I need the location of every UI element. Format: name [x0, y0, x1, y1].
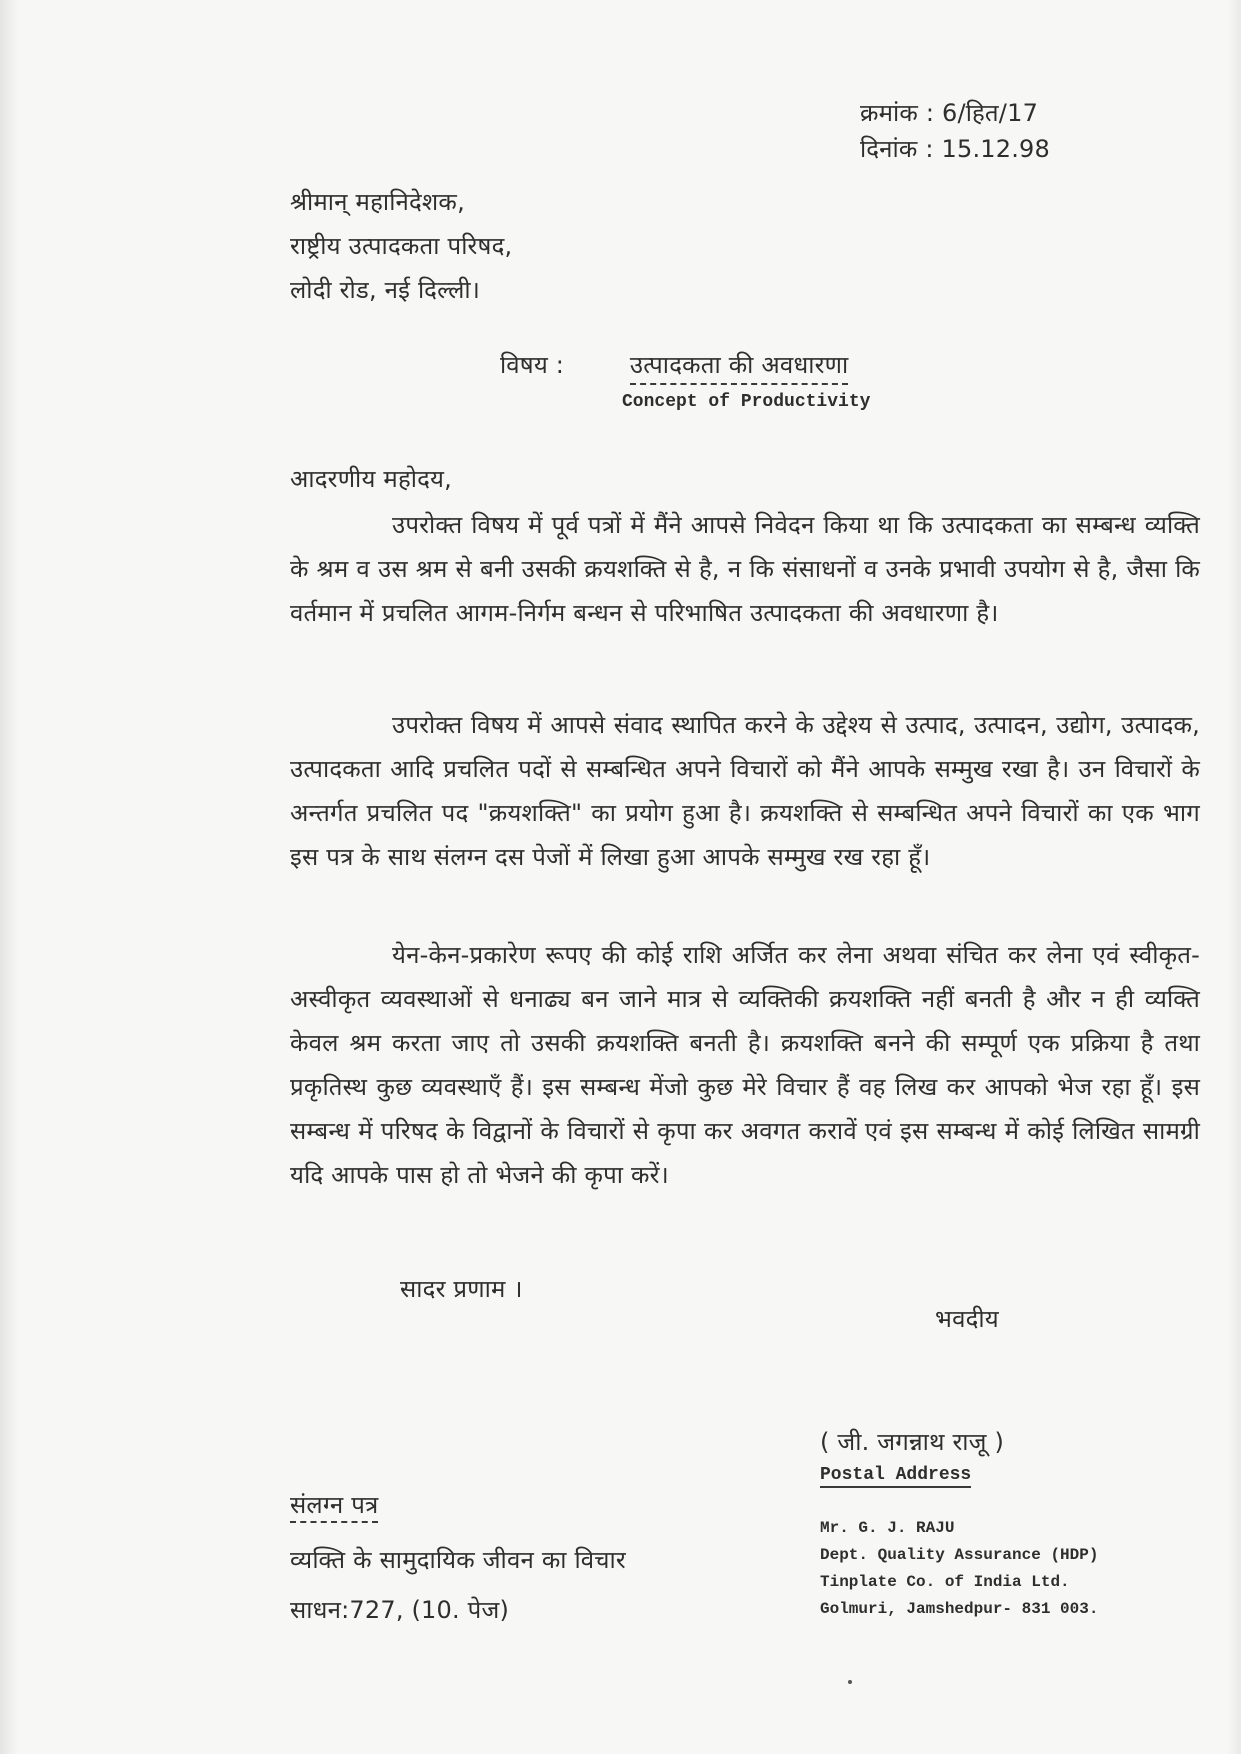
recipient-line-3: लोदी रोड, नई दिल्ली। — [290, 276, 481, 304]
salutation: आदरणीय महोदय, — [290, 465, 453, 493]
enclosure-title — [290, 1488, 378, 1521]
postal-address — [820, 1515, 1098, 1623]
postal-address-heading — [820, 1465, 971, 1485]
paper-speck — [848, 1680, 852, 1684]
recipient-line-2: राष्ट्रीय उत्पादकता परिषद, — [290, 232, 513, 260]
body-paragraph-3-text: येन-केन-प्रकारेण रूपए की कोई राशि अर्जित कर लेना अथवा संचित कर लेना एवं स्वीकृत-अस्वीकृत व्यवस्थाओं से धनाढ्य बन जाने मात्र से व्यक्तिकी क्रयशक्ति नहीं बनती है और न ही व्यक्ति केवल श्रम करता जाए तो उसकी क्रयशक्ति बनती है। क्रयशक्ति बनने की सम्पूर्ण एक प्रक्रिया है तथा प्रकृतिस्थ कुछ व्यवस्थाएँ हैं। इस सम्बन्ध मेंजो कुछ मेरे विचार हैं वह लिख कर आपको भेज रहा हूँ। इस सम्बन्ध में परिषद के विद्वानों के विचारों से कृपा कर अवगत करावें एवं इस सम्बन्ध में कोई लिखित सामग्री यदि आपके पास हो तो भेजने की कृपा करें। — [290, 941, 1200, 1189]
postal-address-line-3: Tinplate Co. of India Ltd. — [820, 1573, 1070, 1591]
reference-date-label: दिनांक — [860, 135, 918, 163]
subject-hindi: उत्पादकता की अवधारणा — [630, 348, 849, 385]
reference-number-row — [860, 95, 1050, 131]
subject-line — [500, 348, 848, 385]
signoff: भवदीय — [935, 1305, 999, 1333]
postal-address-line-4: Golmuri, Jamshedpur- 831 003. — [820, 1600, 1099, 1618]
reference-number-value: 6/हित/17 — [942, 99, 1039, 127]
postal-address-line-2: Dept. Quality Assurance (HDP) — [820, 1546, 1099, 1564]
page-edge-shadow-left — [0, 0, 18, 1754]
recipient-address — [290, 180, 512, 312]
postal-address-line-1: Mr. G. J. RAJU — [820, 1519, 955, 1537]
subject-english: Concept of Productivity — [622, 392, 871, 412]
enclosure-line-1: व्यक्ति के सामुदायिक जीवन का विचार — [290, 1546, 626, 1574]
page-edge-shadow-right — [1227, 0, 1241, 1754]
postal-address-heading-text: Postal Address — [820, 1465, 971, 1488]
body-paragraph-3 — [290, 933, 1200, 1197]
body-paragraph-2 — [290, 703, 1200, 879]
reference-number-label: क्रमांक — [860, 99, 919, 127]
subject-label: विषय : — [500, 351, 565, 379]
body-paragraph-1-text: उपरोक्त विषय में पूर्व पत्रों में मैंने आपसे निवेदन किया था कि उत्पादकता का सम्बन्ध व्यक्ति के श्रम व उस श्रम से बनी उसकी क्रयशक्ति से है, न कि संसाधनों व उनके प्रभावी उपयोग से है, जैसा कि वर्तमान में प्रचलित आगम-निर्गम बन्धन से परिभाषित उत्पादकता की अवधारणा है। — [290, 511, 1200, 627]
reference-block — [860, 95, 1050, 167]
reference-date-row — [860, 131, 1050, 167]
enclosure-line-2: साधन:727, (10. पेज) — [290, 1596, 510, 1624]
closing-greeting: सादर प्रणाम । — [400, 1275, 523, 1303]
enclosure-details — [290, 1535, 626, 1635]
signature-name-hindi: ( जी. जगन्नाथ राजू ) — [820, 1428, 1005, 1456]
recipient-line-1: श्रीमान् महानिदेशक, — [290, 188, 465, 216]
reference-date-separator: : — [925, 135, 942, 163]
enclosure-title-text: संलग्न पत्र — [290, 1491, 378, 1523]
body-paragraph-1 — [290, 503, 1200, 635]
reference-date-value: 15.12.98 — [941, 135, 1050, 163]
reference-separator: : — [925, 99, 943, 127]
body-paragraph-2-text: उपरोक्त विषय में आपसे संवाद स्थापित करने के उद्देश्य से उत्पाद, उत्पादन, उद्योग, उत्पादक, उत्पादकता आदि प्रचलित पदों से सम्बन्धित अपने विचारों को मैंने आपके सम्मुख रखा है। उन विचारों के अन्तर्गत प्रचलित पद "क्रयशक्ति" का प्रयोग हुआ है। क्रयशक्ति से सम्बन्धित अपने विचारों का एक भाग इस पत्र के साथ संलग्न दस पेजों में लिखा हुआ आपके सम्मुख रख रहा हूँ। — [290, 711, 1200, 871]
